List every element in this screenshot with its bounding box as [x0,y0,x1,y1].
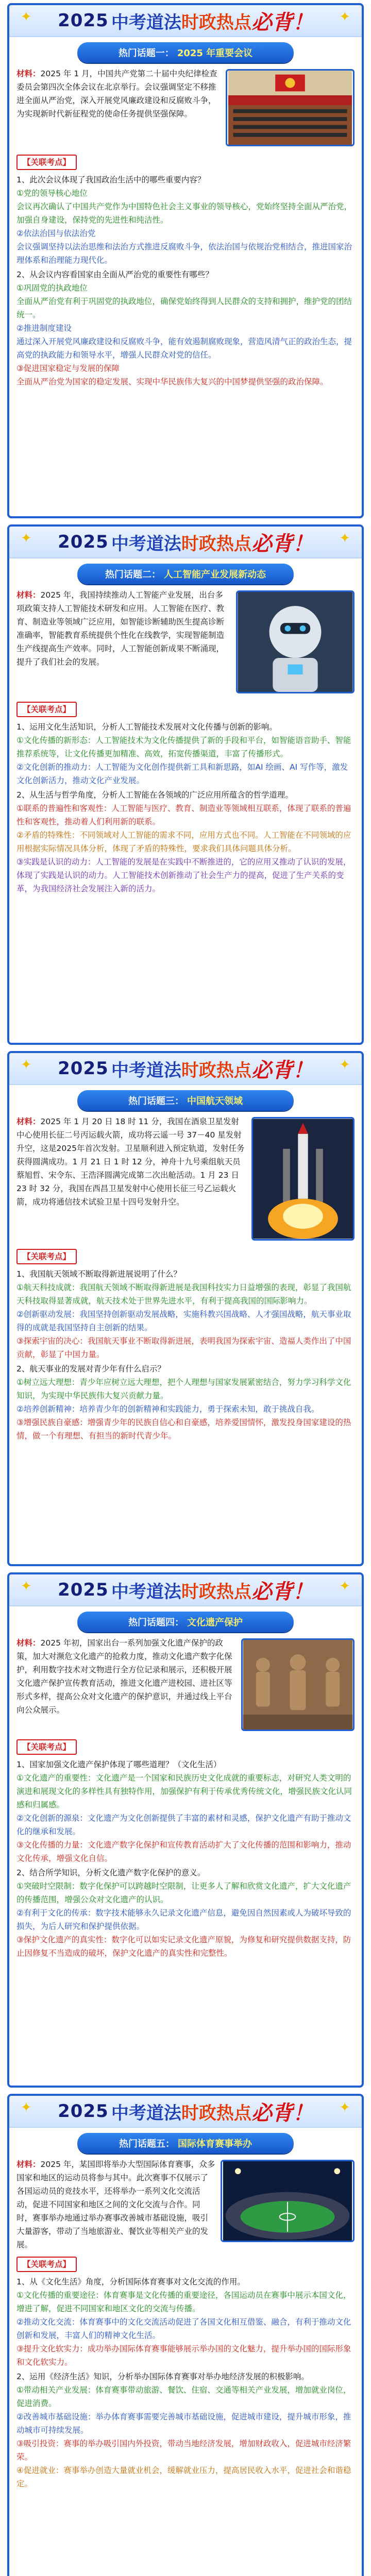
answer-line: ②文化创新的推动力：人工智能为文化创作提供新工具和新思路，如AI 绘画、AI 写作等，激发文化创新活力，推动文化产业发展。 [16,762,348,785]
topic-title: 国际体育赛事举办 [178,2139,252,2149]
answer-list [16,720,355,895]
answer-line: ②文化创新的源泉：文化遗产为文化创新提供了丰富的素材和灵感，保护文化遗产有助于推动文化的继承和发展。 [16,1814,351,1836]
related-points-label: 【关联考点】 [16,702,77,717]
topic-card-5 [7,2094,364,2576]
answer-line: ②推动文化交流：体育赛事中的文化交流活动促进了各国文化相互借鉴、融合，有利于推动文化创新和发展，丰富人们的精神文化生活。 [16,2317,351,2340]
stadium-photo [221,2160,355,2242]
title-year: 2025 [58,1058,109,1079]
answer-line: ①文化遗产的重要性：文化遗产是一个国家和民族历史文化成就的重要标志，对研究人类文明的演进和展现文化的多样性具有独特作用，加强保护有利于传承优秀传统文化，增强民族文化认同感和归属感。 [16,1773,352,1809]
question-line: 2、航天事业的发展对青少年有什么启示？ [16,1364,165,1374]
topic-card-1 [7,3,364,518]
answer-line: 全面从严治党为国家的稳定发展、实现中华民族伟大复兴的中国梦提供坚强的政治保障。 [16,377,328,386]
topic-card-4 [7,1572,364,2088]
title-must: 必背！ [251,10,313,35]
question-line: 2、结合所学知识，分析文化遗产数字化保护的意义。 [16,1868,206,1877]
card-banner [9,1574,362,1606]
robot-photo [236,590,355,693]
terracotta-warriors-photo [241,1638,355,1731]
title-year: 2025 [58,1580,109,1600]
answer-line: 全面从严治党有利于巩固党的执政地位，确保党始终得到人民群众的支持和拥护，维护党的团结统一。 [16,297,352,319]
material-label: 材料： [16,590,41,600]
answer-line: ②矛盾的特殊性：不同领域对人工智能的需求不同，应用方式也不同。人工智能在不同领域的应用根据实际情况具体分析，体现了矛盾的特殊性，要求我们具体问题具体分析。 [16,831,351,853]
title-subject: 中考道法 [111,12,181,33]
related-points-label: 【关联考点】 [16,155,77,170]
material-text: 2025 年初，国家出台一系列加强文化遗产保护的政策，加大对濒危文化遗产的抢救力度，推动文化遗产数字化保护，利用数字技术对文物进行全方位记录和展示，还积极开展文化遗产保护宣传教育活动，推进文化遗产进校园、进社区等形式多样，提高公众对文化遗产的保护意识，并通过线上平台向公众展示。 [16,1638,232,1715]
question-line: 1、此次会议体现了我国政治生活中的哪些重要内容？ [16,175,206,184]
answer-list [16,1267,355,1443]
related-points-label: 【关联考点】 [16,1739,77,1755]
question-line: 1、从《文化生活》角度，分析国际体育赛事对文化交流的作用。 [16,2277,245,2286]
answer-line: ③吸引投资：赛事的举办吸引国内外投资，带动当地经济发展，增加财政收入，促进城市经济繁荣。 [16,2439,351,2462]
material-block [16,1636,355,1717]
answer-line: ③保护文化遗产的真实性：数字化可以如实记录文化遗产原貌，为修复和研究提供数据支持，防止因修复不当造成的破坏，保护文化遗产的真实性和完整性。 [16,1935,351,1958]
answer-line: ③提升文化软实力：成功举办国际体育赛事能够展示举办国的文化魅力，提升举办国的国际形象和文化软实力。 [16,2344,351,2367]
card-banner [9,2096,362,2128]
card-banner [9,527,362,558]
answer-line: ①航天科技成就：我国航天领域不断取得新进展是我国科技实力日益增强的表现，彰显了我国航天科技取得显著成就，航天技术处于世界先进水平，有利于提高我国的国际影响力。 [16,1283,351,1306]
topic-header [77,2133,294,2154]
topic-prefix: 热门话题五： [119,2139,175,2149]
answer-line: ③增强民族自豪感：增强青少年的民族自信心和自豪感，培养爱国情怀，激发投身国家建设的热情，做一个有理想、有担当的新时代青少年。 [16,1418,351,1440]
material-label: 材料： [16,1117,41,1126]
answer-line: ①文化传播的重要途径：体育赛事是文化传播的重要途径，各国运动员在赛事中展示本国文化，增进了解，促进不同国家和地区文化的交流与传播。 [16,2291,351,2313]
answer-line: ③实践是认识的动力：人工智能的发展是在实践中不断推进的，它的应用又推动了认识的发展，体现了实践是认识的动力。人工智能技术创新推动了社会生产力的提高，促进了生产关系的变革，为我国经济社会发展注入新的活力。 [16,857,351,893]
title-hot: 时政热点 [181,1581,251,1602]
star-icon: ✦ [21,531,32,546]
topic-title: 文化遗产保护 [187,1617,243,1628]
answer-line: ①文化传播的新形态：人工智能技术为文化传播提供了新的手段和平台，如智能语音助手、智能推荐系统等，让文化传播更加精准、高效，拓宽传播渠道，丰富了传播形式。 [16,736,351,758]
material-block [16,2158,355,2251]
answer-line: 会议强调坚持以法治思维和法治方式推进反腐败斗争，依法治国与依规治党相结合，推进国家治理体系和治理能力现代化。 [16,242,352,265]
title-subject: 中考道法 [111,2103,181,2124]
answer-line: ①带动相关产业发展：体育赛事带动旅游、餐饮、住宿、交通等相关产业发展，增加就业岗位，促进消费。 [16,2385,351,2408]
topic-prefix: 热门话题三： [128,1096,184,1107]
related-points-label: 【关联考点】 [16,1249,77,1264]
topic-header [77,1090,294,1111]
topic-header [77,1612,294,1632]
material-text: 2025 年，我国持续推动人工智能产业发展，出台多项政策支持人工智能技术研发和应用。人工智能在医疗、教育、制造业等领域广泛应用，如智能诊断辅助医生提高诊断准确率，智能教育系统提供个性化在线教学，实现智能制造生产线提高生产效率。同时，人工智能创新成果不断涌现，提升了我们社会的发展。 [16,590,225,667]
meeting-hall-photo [226,69,355,146]
material-block [16,67,355,121]
answer-line: ③促进国家稳定与发展的保障 [16,364,120,373]
topic-card-2 [7,524,364,1045]
material-block [16,1115,355,1209]
star-icon: ✦ [21,1057,32,1073]
question-line: 1、运用文化生活知识，分析人工智能技术发展对文化传播与创新的影响。 [16,722,277,732]
answer-line: 会议再次确认了中国共产党作为中国特色社会主义事业的领导核心，党始终坚持全面从严治党，加强自身建设，保持党的先进性和纯洁性。 [16,202,352,225]
material-label: 材料： [16,2160,41,2169]
card-banner [9,5,362,37]
answer-line: ①树立远大理想：青少年应树立远大理想，把个人理想与国家发展紧密结合，努力学习科学文化知识，为实现中华民族伟大复兴贡献力量。 [16,1378,351,1400]
material-block [16,588,355,669]
topic-title: 中国航天领域 [187,1096,243,1107]
title-subject: 中考道法 [111,533,181,554]
answer-line: ②创新驱动发展：我国坚持创新驱动发展战略，实施科教兴国战略、人才强国战略，航天事业取得的成就是我国坚持自主创新的结果。 [16,1310,351,1332]
answer-line: ②改善城市基础设施：举办体育赛事需要完善城市基础设施，促进城市建设，提升城市形象，推动城市可持续发展。 [16,2412,351,2435]
title-must: 必背！ [251,2101,313,2125]
topic-prefix: 热门话题一： [118,48,174,59]
topic-header [77,564,294,584]
related-points-label: 【关联考点】 [16,2257,77,2272]
title-hot: 时政热点 [181,1060,251,1081]
answer-line: ②推进制度建设 [16,324,72,333]
title-subject: 中考道法 [111,1060,181,1081]
material-text: 2025 年 1 月 20 日 18 时 11 分，我国在酒泉卫星发射中心使用长征二号丙运载火箭，成功将云遥一号 37－40 星发射升空，这是2025年首次发射。卫星顺利进入预定轨道，发射任务获得圆满成功。1 月 21 日 1 时 12 分，神舟十九号乘组航天员蔡旭哲、宋令东、王浩泽圆满完成第二次出舱活动。1 月 23 日 23 时 32 分，我国在西昌卫星发射中心使用长征三号乙运载火箭，成功将通信技术试验卫星十四号发射升空。 [16,1117,245,1207]
material-label: 材料： [16,1638,41,1648]
answer-line: ①党的领导核心地位 [16,189,88,198]
answer-line: ④促进就业：赛事举办创造大量就业机会，缓解就业压力，提高居民收入水平，促进社会和谐稳定。 [16,2466,351,2488]
question-line: 1、我国航天领域不断取得新进展说明了什么？ [16,1269,181,1279]
topic-title: 2025 年重要会议 [177,48,253,59]
topic-header [77,42,294,63]
answer-line: ②培养创新精神：培养青少年的创新精神和实践能力，勇于探索未知，敢于挑战自我。 [16,1404,319,1414]
title-hot: 时政热点 [181,533,251,554]
answer-line: ③探索宇宙的决心：我国航天事业不断取得新进展，表明我国为探索宇宙、造福人类作出了中国贡献，彰显了中国力量。 [16,1336,351,1359]
topic-prefix: 热门话题四： [128,1617,184,1628]
material-text: 2025 年，某国即将举办大型国际体育赛事，众多国家和地区的运动员将参与其中。此次赛事不仅展示了各国运动员的竞技水平，还将举办一系列文化交流活动，促进不同国家和地区之间的文化交流与合作。同时，赛事举办地通过举办赛事改善城市基础设施，吸引大量游客，带动了当地旅游业、餐饮业等相关产业的发展。 [16,2160,215,2249]
title-year: 2025 [58,532,109,552]
answer-list [16,2275,355,2490]
title-must: 必背！ [251,532,313,556]
question-line: 1、国家加强文化遗产保护体现了哪些道理？（文化生活） [16,1760,222,1769]
question-line: 2、从会议内容看国家由全面从严治党的重要性有哪些？ [16,270,213,279]
answer-list [16,1758,355,1960]
star-icon: ✦ [339,1057,350,1073]
topic-card-3 [7,1051,364,1566]
title-subject: 中考道法 [111,1581,181,1602]
star-icon: ✦ [339,1579,350,1594]
card-banner [9,1053,362,1085]
material-label: 材料： [16,69,41,78]
title-must: 必背！ [251,1580,313,1604]
title-must: 必背！ [251,1058,313,1082]
answer-line: ③文化传播的力量：文化遗产数字化保护和宣传教育活动扩大了文化传播的范围和影响力，推动文化传承，增强文化自信。 [16,1840,351,1863]
answer-line: ①联系的普遍性和客观性：人工智能与医疗、教育、制造业等领域相互联系，体现了联系的普遍性和客观性，推动着人们利用新的联系。 [16,804,351,826]
answer-line: ②依法治国与依法治党 [16,229,96,238]
answer-line: 通过深入开展党风廉政建设和反腐败斗争，能有效遏制腐败现象，营造风清气正的政治生态，提高党的执政能力和领导水平，增强人民群众对党的信任。 [16,337,352,360]
answer-list [16,173,355,388]
material-text: 2025 年 1 月，中国共产党第二十届中央纪律检查委员会第四次全体会议在北京举行。会议强调坚定不移推进全面从严治党，深入开展党风廉政建设和反腐败斗争，为实现新时代新征程党的使命任务提供坚强保障。 [16,69,217,118]
question-line: 2、从生活与哲学角度，分析人工智能在各领域的广泛应用所蕴含的哲学道理。 [16,790,293,800]
answer-line: ①突破时空限制：数字化保护可以跨越时空限制，让更多人了解和欣赏文化遗产，扩大文化遗产的传播范围，增强公众对文化遗产的认识。 [16,1882,351,1904]
answer-line: ②有利于文化的传承：数字技术能够永久记录文化遗产信息，避免因自然因素或人为破坏导致的损失，为后人研究和保护提供依据。 [16,1908,351,1931]
star-icon: ✦ [21,1579,32,1594]
star-icon: ✦ [339,9,350,25]
title-hot: 时政热点 [181,2103,251,2124]
topic-title: 人工智能产业发展新动态 [164,569,266,580]
rocket-launch-photo [251,1117,355,1241]
title-year: 2025 [58,2101,109,2122]
answer-line: ①巩固党的执政地位 [16,283,88,293]
star-icon: ✦ [339,531,350,546]
star-icon: ✦ [21,2100,32,2115]
topic-prefix: 热门话题二： [105,569,161,580]
title-hot: 时政热点 [181,12,251,33]
question-line: 2、运用《经济生活》知识，分析举办国际体育赛事对举办地经济发展的积极影响。 [16,2372,309,2381]
star-icon: ✦ [21,9,32,25]
star-icon: ✦ [339,2100,350,2115]
title-year: 2025 [58,10,109,31]
